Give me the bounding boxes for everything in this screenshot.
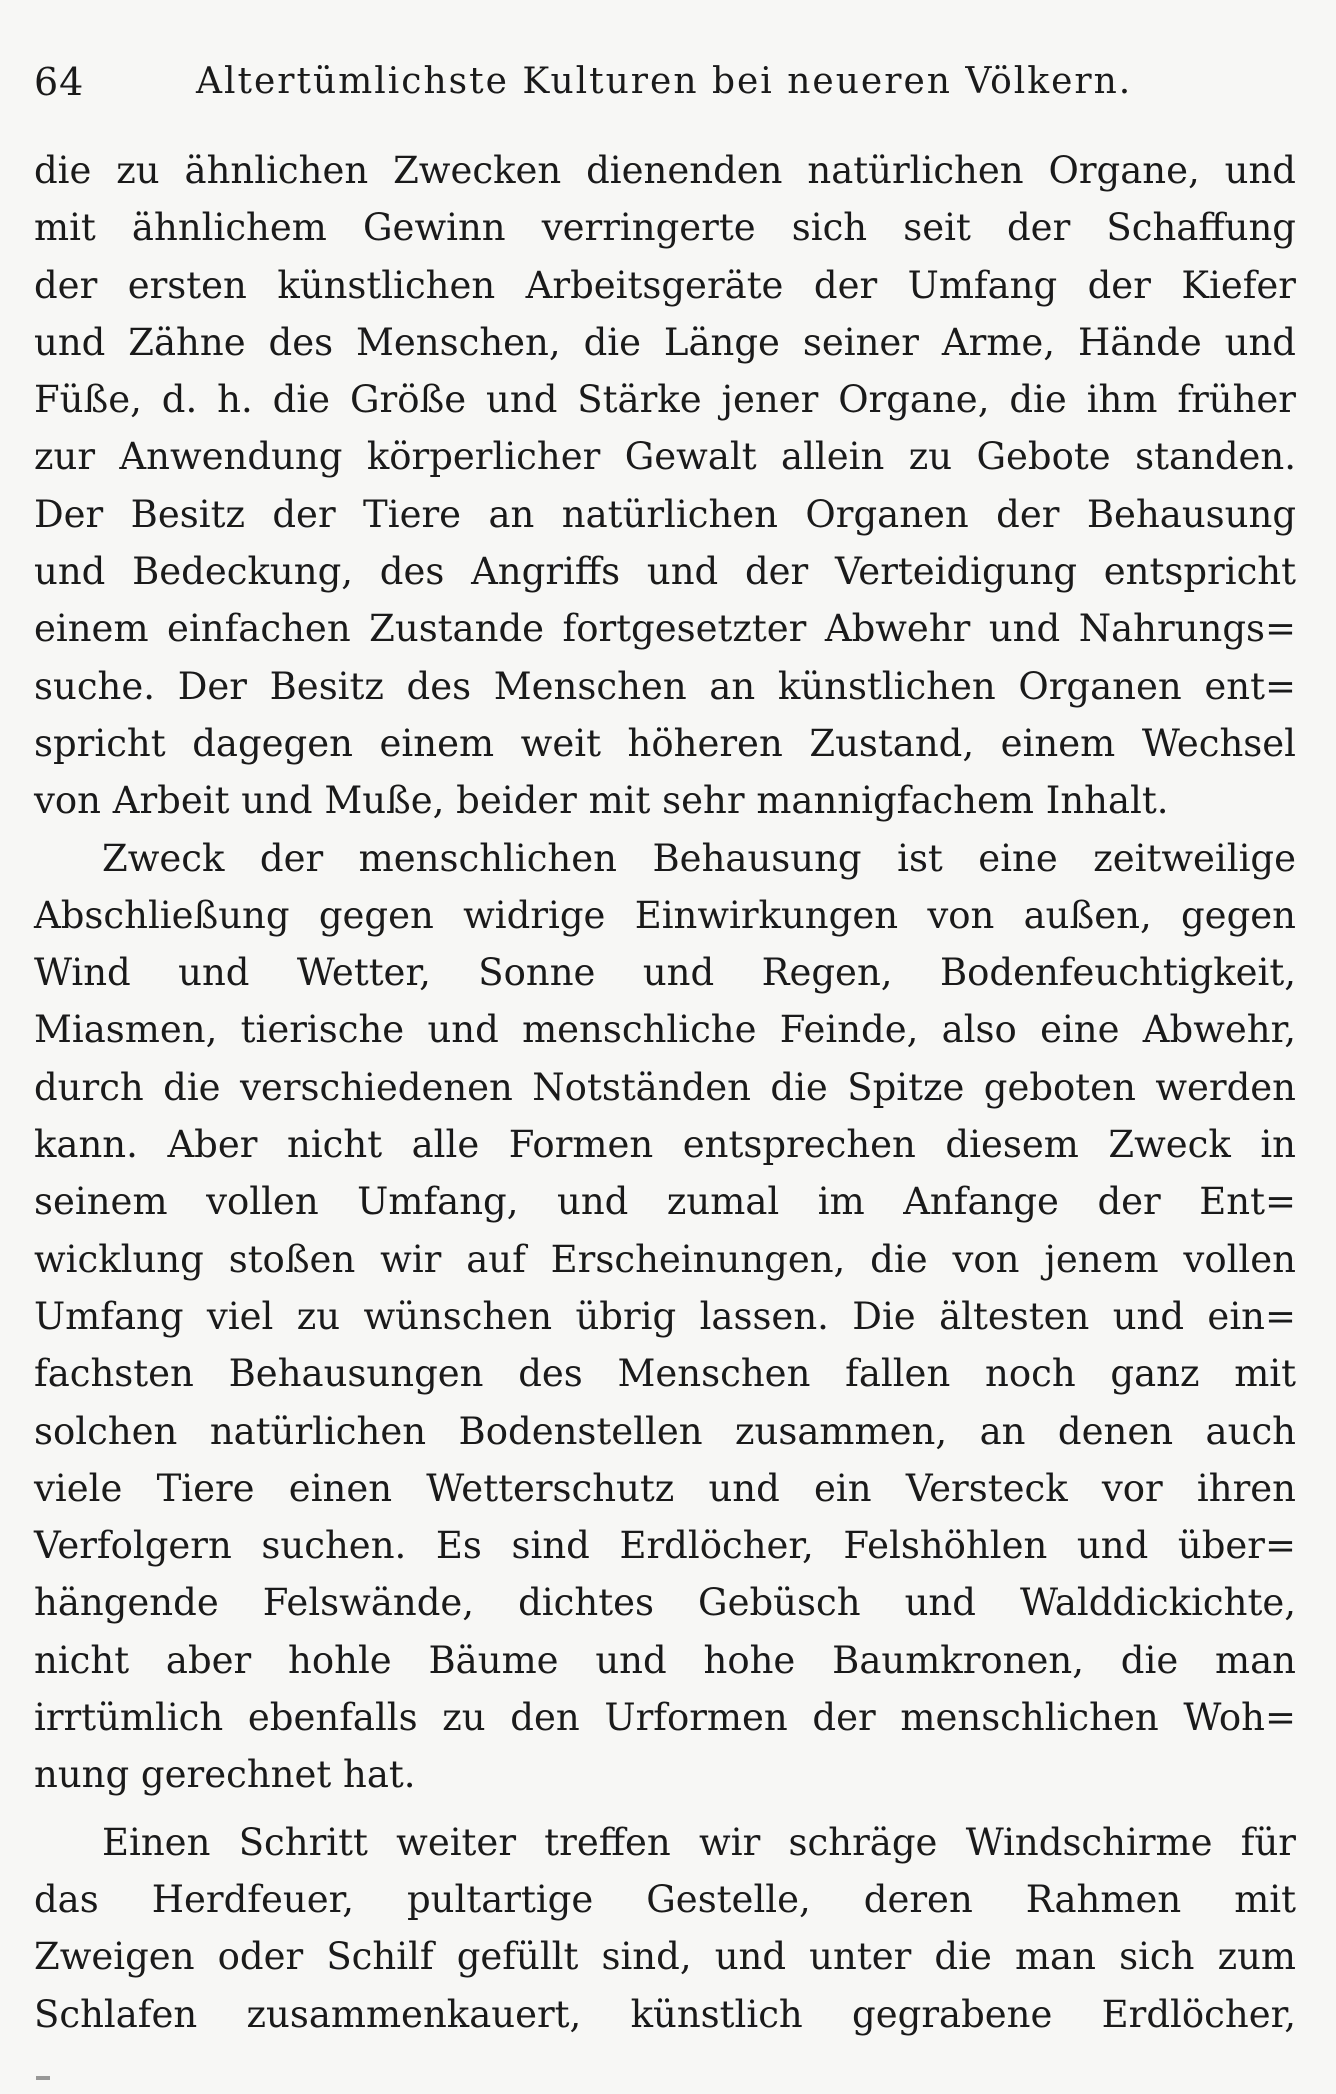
text-line: Einen Schritt weiter treffen wir schräge Windschirme für [102, 1820, 1296, 1864]
text-line: durch die verschiedenen Notständen die Spitze geboten werden [34, 1065, 1296, 1109]
text-line: Verfolgern suchen. Es sind Erdlöcher, Felshöhlen und über= [34, 1524, 1296, 1568]
paragraph-1 [34, 142, 1296, 830]
text-line: einem einfachen Zustande fortgesetzter Abwehr und Nahrungs= [34, 607, 1296, 651]
running-head [34, 52, 1294, 112]
text-line: und Bedeckung, des Angriffs und der Verteidigung entspricht [34, 550, 1296, 594]
page-number: 64 [34, 60, 85, 104]
text-line: nicht aber hohle Bäume und hohe Baumkronen, die man [34, 1638, 1296, 1682]
text-line: viele Tiere einen Wetterschutz und ein Versteck vor ihren [34, 1466, 1296, 1510]
text-line: und Zähne des Menschen, die Länge seiner Arme, Hände und [34, 320, 1296, 364]
paragraph-3 [34, 1814, 1296, 2043]
paragraph-2 [34, 830, 1296, 1804]
text-line: zur Anwendung körperlicher Gewalt allein zu Gebote standen. [34, 435, 1296, 479]
text-line: Füße, d. h. die Größe und Stärke jener Organe, die ihm früher [34, 378, 1296, 422]
body-text [34, 142, 1296, 2043]
text-line: Abschließung gegen widrige Einwirkungen von außen, gegen [34, 893, 1296, 937]
text-line: nung gerechnet hat. [34, 1753, 416, 1797]
text-line: mit ähnlichem Gewinn verringerte sich seit der Schaffung [34, 206, 1296, 250]
text-line: kann. Aber nicht alle Formen entsprechen diesem Zweck in [34, 1123, 1296, 1167]
text-line: seinem vollen Umfang, und zumal im Anfange der Ent= [34, 1180, 1296, 1224]
paragraph-gap [34, 1804, 1296, 1814]
running-title: Altertümlichste Kulturen bei neueren Völkern. [196, 61, 1133, 102]
text-line: irrtümlich ebenfalls zu den Urformen der menschlichen Woh= [34, 1696, 1296, 1740]
text-line: Der Besitz der Tiere an natürlichen Organen der Behausung [34, 492, 1296, 536]
text-line: hängende Felswände, dichtes Gebüsch und Walddickichte, [34, 1581, 1296, 1625]
text-line: spricht dagegen einem weit höheren Zustand, einem Wechsel [34, 721, 1296, 765]
text-line: Zweck der menschlichen Behausung ist eine zeitweilige [102, 836, 1296, 880]
text-line: wicklung stoßen wir auf Erscheinungen, die von jenem vollen [34, 1237, 1296, 1281]
text-line: fachsten Behausungen des Menschen fallen noch ganz mit [34, 1352, 1296, 1396]
text-line: solchen natürlichen Bodenstellen zusammen, an denen auch [34, 1409, 1296, 1453]
page-edge-mark [36, 2076, 50, 2080]
text-line: Schlafen zusammenkauert, künstlich gegrabene Erdlöcher, [34, 1992, 1296, 2036]
text-line: die zu ähnlichen Zwecken dienenden natürlichen Organe, und [34, 149, 1296, 192]
text-line: Miasmen, tierische und menschliche Feinde, also eine Abwehr, [34, 1008, 1296, 1052]
text-line: Umfang viel zu wünschen übrig lassen. Die ältesten und ein= [34, 1294, 1296, 1338]
text-line: suche. Der Besitz des Menschen an künstlichen Organen ent= [34, 664, 1296, 708]
text-line: das Herdfeuer, pultartige Gestelle, deren Rahmen mit [34, 1877, 1296, 1921]
text-line: der ersten künstlichen Arbeitsgeräte der Umfang der Kiefer [34, 263, 1296, 307]
text-line: von Arbeit und Muße, beider mit sehr mannigfachem Inhalt. [34, 779, 1169, 823]
text-line: Zweigen oder Schilf gefüllt sind, und unter die man sich zum [34, 1935, 1296, 1979]
text-line: Wind und Wetter, Sonne und Regen, Bodenfeuchtigkeit, [34, 951, 1296, 995]
